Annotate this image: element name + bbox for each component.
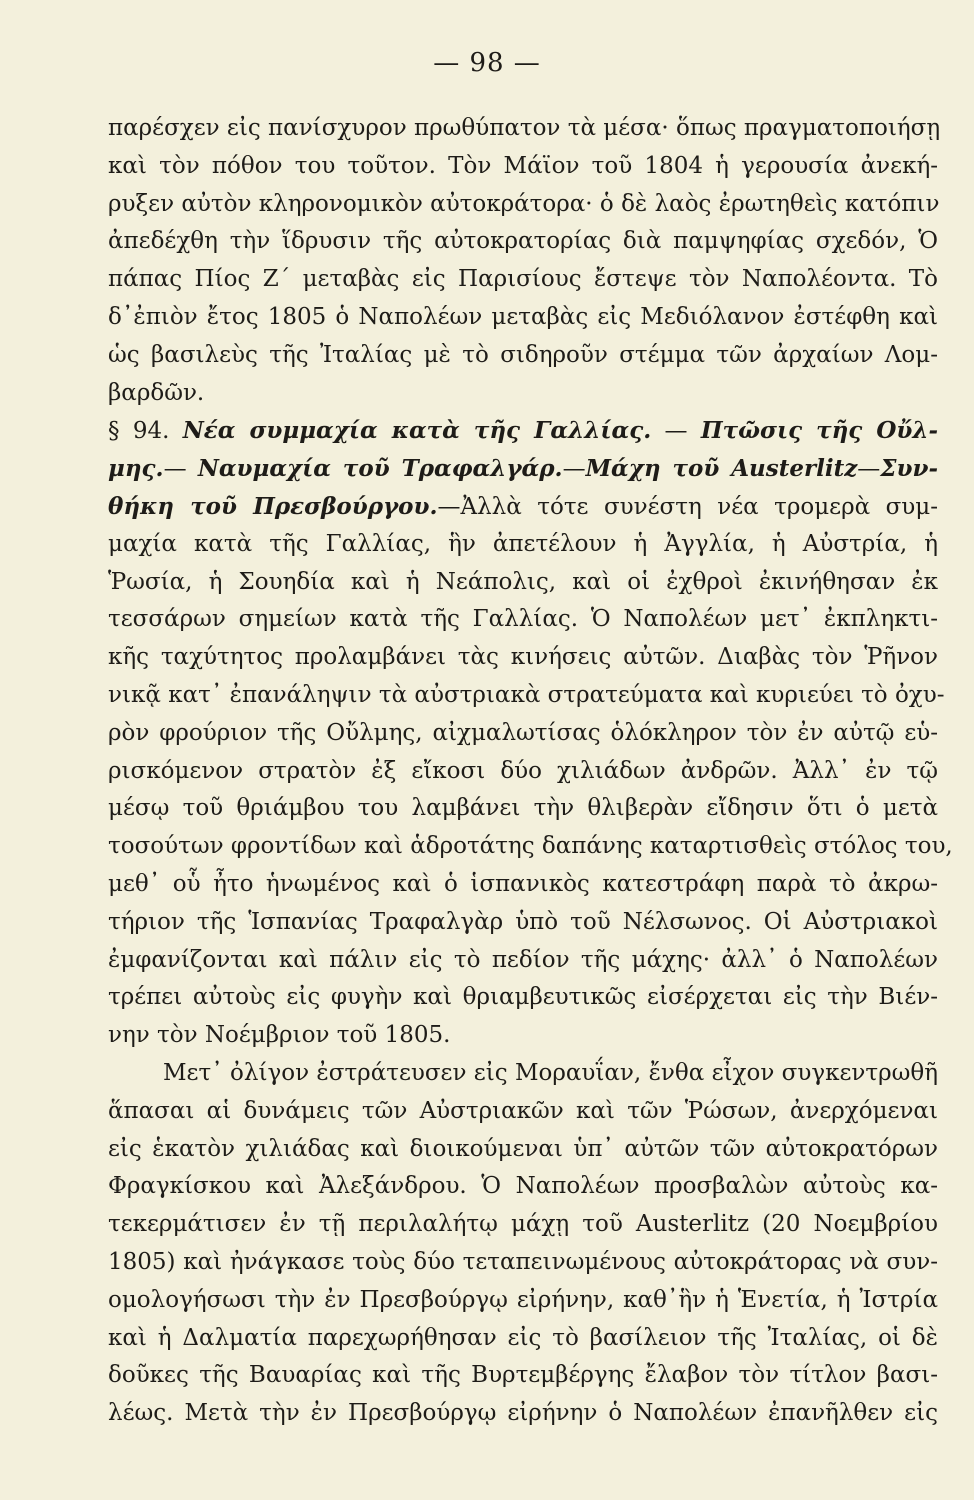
text-line: ρὸν φρούριον τῆς Οὔλμης, αἰχμαλωτίσας ὁλόκληρον τὸν ἐν αὐτῷ εὑ- bbox=[108, 719, 938, 746]
page-number: — 98 — bbox=[433, 48, 541, 78]
text-line: ρισκόμενον στρατὸν ἐξ εἴκοσι δύο χιλιάδων ἀνδρῶν. Ἀλλ᾽ ἐν τῷ bbox=[108, 757, 938, 784]
text-line: δοῦκες τῆς Βαυαρίας καὶ τῆς Βυρτεμβέργης ἔλαβον τὸν τίτλον βασι- bbox=[108, 1362, 938, 1389]
text-line: Φραγκίσκου καὶ Ἀλεξάνδρου. Ὁ Ναπολέων προσβαλὼν αὐτοὺς κα- bbox=[108, 1173, 938, 1200]
text-line: νικᾷ κατ᾽ ἐπανάληψιν τὰ αὐστριακὰ στρατεύματα καὶ κυριεύει τὸ ὀχυ- bbox=[108, 681, 945, 708]
section-title-3: Ναυμαχία τοῦ Τραφαλγάρ. bbox=[197, 455, 563, 483]
text-line: τήριον τῆς Ἱσπανίας Τραφαλγὰρ ὑπὸ τοῦ Νέλσωνος. Οἱ Αὐστριακοὶ bbox=[108, 908, 938, 935]
text-line: ἅπασαι αἱ δυνάμεις τῶν Αὐστριακῶν καὶ τῶν Ῥώσων, ἀνερχόμεναι bbox=[108, 1097, 938, 1124]
text-line: ἀπεδέχθη τὴν ἵδρυσιν τῆς αὐτοκρατορίας διὰ παμψηφίας σχεδόν, Ὁ bbox=[108, 228, 938, 255]
text-line: ἐμφανίζονται καὶ πάλιν εἰς τὸ πεδίον τῆς μάχης· ἀλλ᾽ ὁ Ναπολέων bbox=[108, 946, 938, 973]
text-line: ομολογήσωσι τὴν ἐν Πρεσβούργῳ εἰρήνην, καθ᾽ἣν ἡ Ἑνετία, ἡ Ἰστρία bbox=[108, 1286, 938, 1313]
text-line: Μετ᾽ ὀλίγον ἐστράτευσεν εἰς Μοραυΐαν, ἔνθα εἶχον συγκεντρωθῆ bbox=[163, 1059, 938, 1086]
section-dash-5: — bbox=[437, 493, 461, 520]
text-line: Ῥωσία, ἡ Σουηδία καὶ ἡ Νεάπολις, καὶ οἱ ἐχθροὶ ἐκινήθησαν ἐκ bbox=[108, 568, 938, 595]
section-title-2: Πτῶσις τῆς Οὔλ- bbox=[700, 417, 938, 445]
text-line: βαρδῶν. bbox=[108, 379, 205, 406]
section-title-5: Συν- bbox=[880, 455, 938, 483]
text-line: τεσσάρων σημείων κατὰ τῆς Γαλλίας. Ὁ Ναπολέων μετ᾽ ἐκπληκτι- bbox=[108, 606, 938, 633]
text-line: κῆς ταχύτητος προλαμβάνει τὰς κινήσεις αὐτῶν. Διαβὰς τὸν Ῥῆνον bbox=[108, 644, 938, 671]
text-line: τρέπει αὐτοὺς εἰς φυγὴν καὶ θριαμβευτικῶς εἰσέρχεται εἰς τὴν Βιέν- bbox=[108, 984, 938, 1011]
section-title-5b: θήκη τοῦ Πρεσβούργου. bbox=[108, 492, 438, 520]
text-line: μέσῳ τοῦ θριάμβου του λαμβάνει τὴν θλιβερὰν εἴδησιν ὅτι ὁ μετὰ bbox=[108, 795, 938, 822]
text-line: μαχία κατὰ τῆς Γαλλίας, ἣν ἀπετέλουν ἡ Ἀγγλία, ἡ Αὐστρία, ἡ bbox=[108, 530, 938, 557]
section-title-4: Μάχη τοῦ Austerlitz bbox=[585, 455, 858, 483]
page-body bbox=[108, 110, 953, 1433]
section-heading-line-2 bbox=[108, 450, 938, 488]
text-line: καὶ τὸν πόθον του τοῦτον. Τὸν Μάϊον τοῦ 1804 ἡ γερουσία ἀνεκή- bbox=[108, 152, 938, 179]
text-line: εἰς ἑκατὸν χιλιάδας καὶ διοικούμεναι ὑπ᾽ αὐτῶν τῶν αὐτοκρατόρων bbox=[108, 1135, 938, 1162]
text-line: νην τὸν Νοέμβριον τοῦ 1805. bbox=[108, 1022, 451, 1049]
section-number: § 94. bbox=[108, 418, 170, 445]
text-line: μεθ᾽ οὗ ἦτο ἡνωμένος καὶ ὁ ἱσπανικὸς κατεστράφη παρὰ τὸ ἀκρω- bbox=[108, 870, 938, 897]
section-dash-2: — bbox=[163, 456, 187, 483]
section-heading-line-1 bbox=[108, 412, 938, 450]
text-line: τοσούτων φροντίδων καὶ ἁδροτάτης δαπάνης καταρτισθεὶς στόλος του, bbox=[108, 833, 953, 860]
section-dash-4: — bbox=[857, 456, 881, 483]
text-line: 1805) καὶ ἠνάγκασε τοὺς δύο τεταπεινωμένους αὐτοκράτορας νὰ συν- bbox=[108, 1248, 938, 1275]
text-line: λέως. Μετὰ τὴν ἐν Πρεσβούργῳ εἰρήνην ὁ Ναπολέων ἐπανῆλθεν εἰς bbox=[108, 1400, 938, 1427]
text-line: τεκερμάτισεν ἐν τῇ περιλαλήτῳ μάχῃ τοῦ Austerlitz (20 Νοεμβρίου bbox=[108, 1211, 938, 1238]
text-line: πάπας Πίος Ζ΄ μεταβὰς εἰς Παρισίους ἔστεψε τὸν Ναπολέοντα. Τὸ bbox=[108, 266, 938, 293]
paragraph-2 bbox=[108, 526, 953, 1433]
text-line: ὡς βασιλεὺς τῆς Ἰταλίας μὲ τὸ σιδηροῦν στέμμα τῶν ἀρχαίων Λομ- bbox=[108, 341, 938, 368]
section-lead-text: Ἀλλὰ τότε συνέστη νέα τρομερὰ συμ- bbox=[460, 493, 939, 520]
section-heading-line-3 bbox=[108, 488, 938, 526]
section-dash-3: — bbox=[562, 456, 586, 483]
section-title-2b: μης. bbox=[108, 455, 164, 483]
paragraph-1 bbox=[108, 110, 941, 412]
text-line: παρέσχεν εἰς πανίσχυρον πρωθύπατον τὰ μέσα· ὅπως πραγματοποιήσῃ bbox=[108, 115, 941, 141]
section-dash-1: — bbox=[664, 418, 688, 445]
text-line: δ᾽ἐπιὸν ἔτος 1805 ὁ Ναπολέων μεταβὰς εἰς Μεδιόλανον ἐστέφθη καὶ bbox=[108, 303, 938, 330]
section-title-1: Νέα συμμαχία κατὰ τῆς Γαλλίας. bbox=[182, 417, 652, 445]
text-line: ρυξεν αὐτὸν κληρονομικὸν αὐτοκράτορα· ὁ δὲ λαὸς ἐρωτηθεὶς κατόπιν bbox=[108, 190, 940, 217]
text-line: καὶ ἡ Δαλματία παρεχωρήθησαν εἰς τὸ βασίλειον τῆς Ἰταλίας, οἱ δὲ bbox=[108, 1324, 938, 1351]
